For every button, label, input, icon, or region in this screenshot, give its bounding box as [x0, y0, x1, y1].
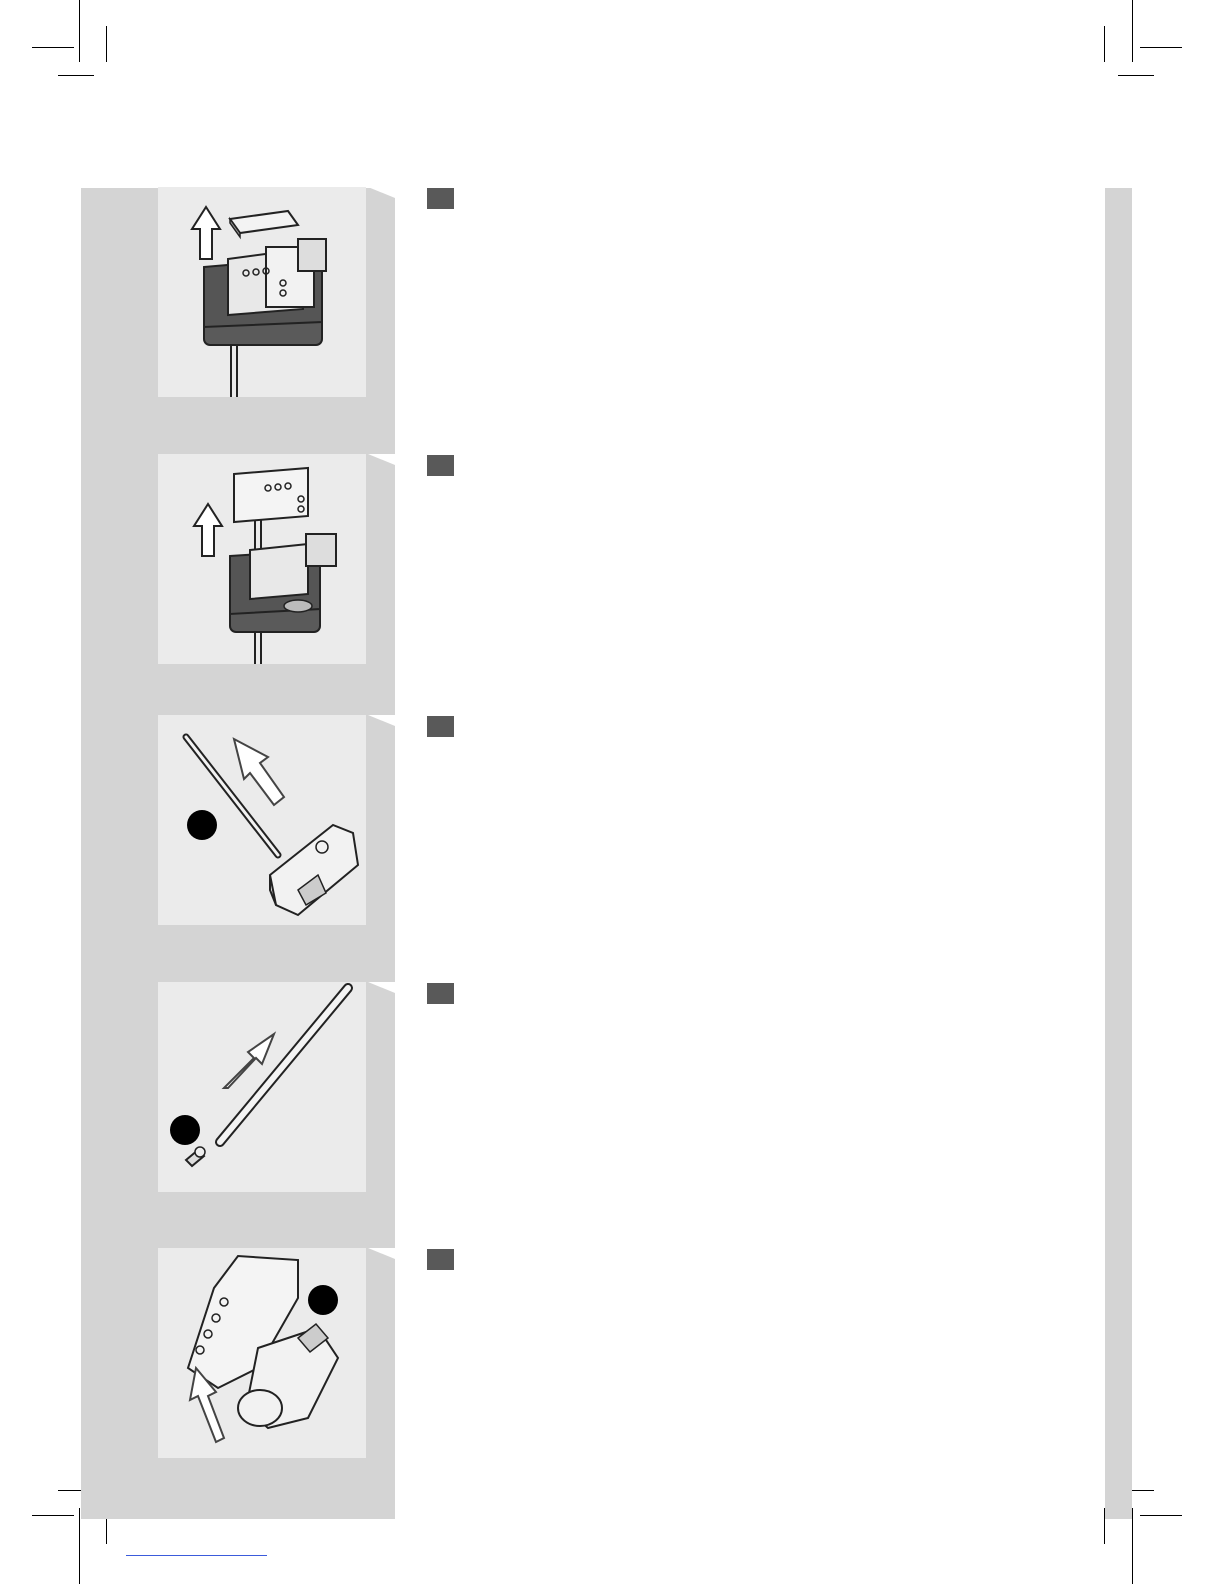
step-1-illustration: [158, 187, 366, 397]
step-5-illustration: [158, 1248, 366, 1458]
step-3: [0, 715, 1224, 927]
step-2-illustration: [158, 454, 366, 664]
step-3-illustration: [158, 715, 366, 925]
step-4: [0, 982, 1224, 1194]
up-arrow-icon: [192, 207, 220, 259]
diagonal-arrow-icon: [234, 739, 284, 805]
step-3-notch: [368, 715, 395, 726]
callout-dot-icon: [308, 1285, 338, 1315]
step-2-notch: [368, 454, 395, 465]
step-5-marker: [427, 1249, 454, 1270]
bracket-removal-figure: [158, 1248, 366, 1458]
step-3-marker: [427, 716, 454, 737]
step-1: [0, 187, 1224, 399]
callout-dot-icon: [170, 1115, 200, 1145]
step-2: [0, 454, 1224, 666]
step-2-marker: [427, 455, 454, 476]
step-4-marker: [427, 983, 454, 1004]
step-5-notch: [368, 1248, 395, 1259]
tube-removal-figure: [158, 982, 366, 1192]
side-cover-removal-figure: [158, 454, 366, 664]
step-1-notch: [368, 187, 395, 198]
step-5: [0, 1248, 1224, 1460]
rod-removal-figure: [158, 715, 366, 925]
step-4-notch: [368, 982, 395, 993]
bottom-rule: [126, 1555, 267, 1556]
callout-dot-icon: [187, 810, 217, 840]
step-1-marker: [427, 188, 454, 209]
top-cover-removal-figure: [158, 187, 366, 397]
step-4-illustration: [158, 982, 366, 1192]
up-arrow-icon: [194, 504, 222, 556]
